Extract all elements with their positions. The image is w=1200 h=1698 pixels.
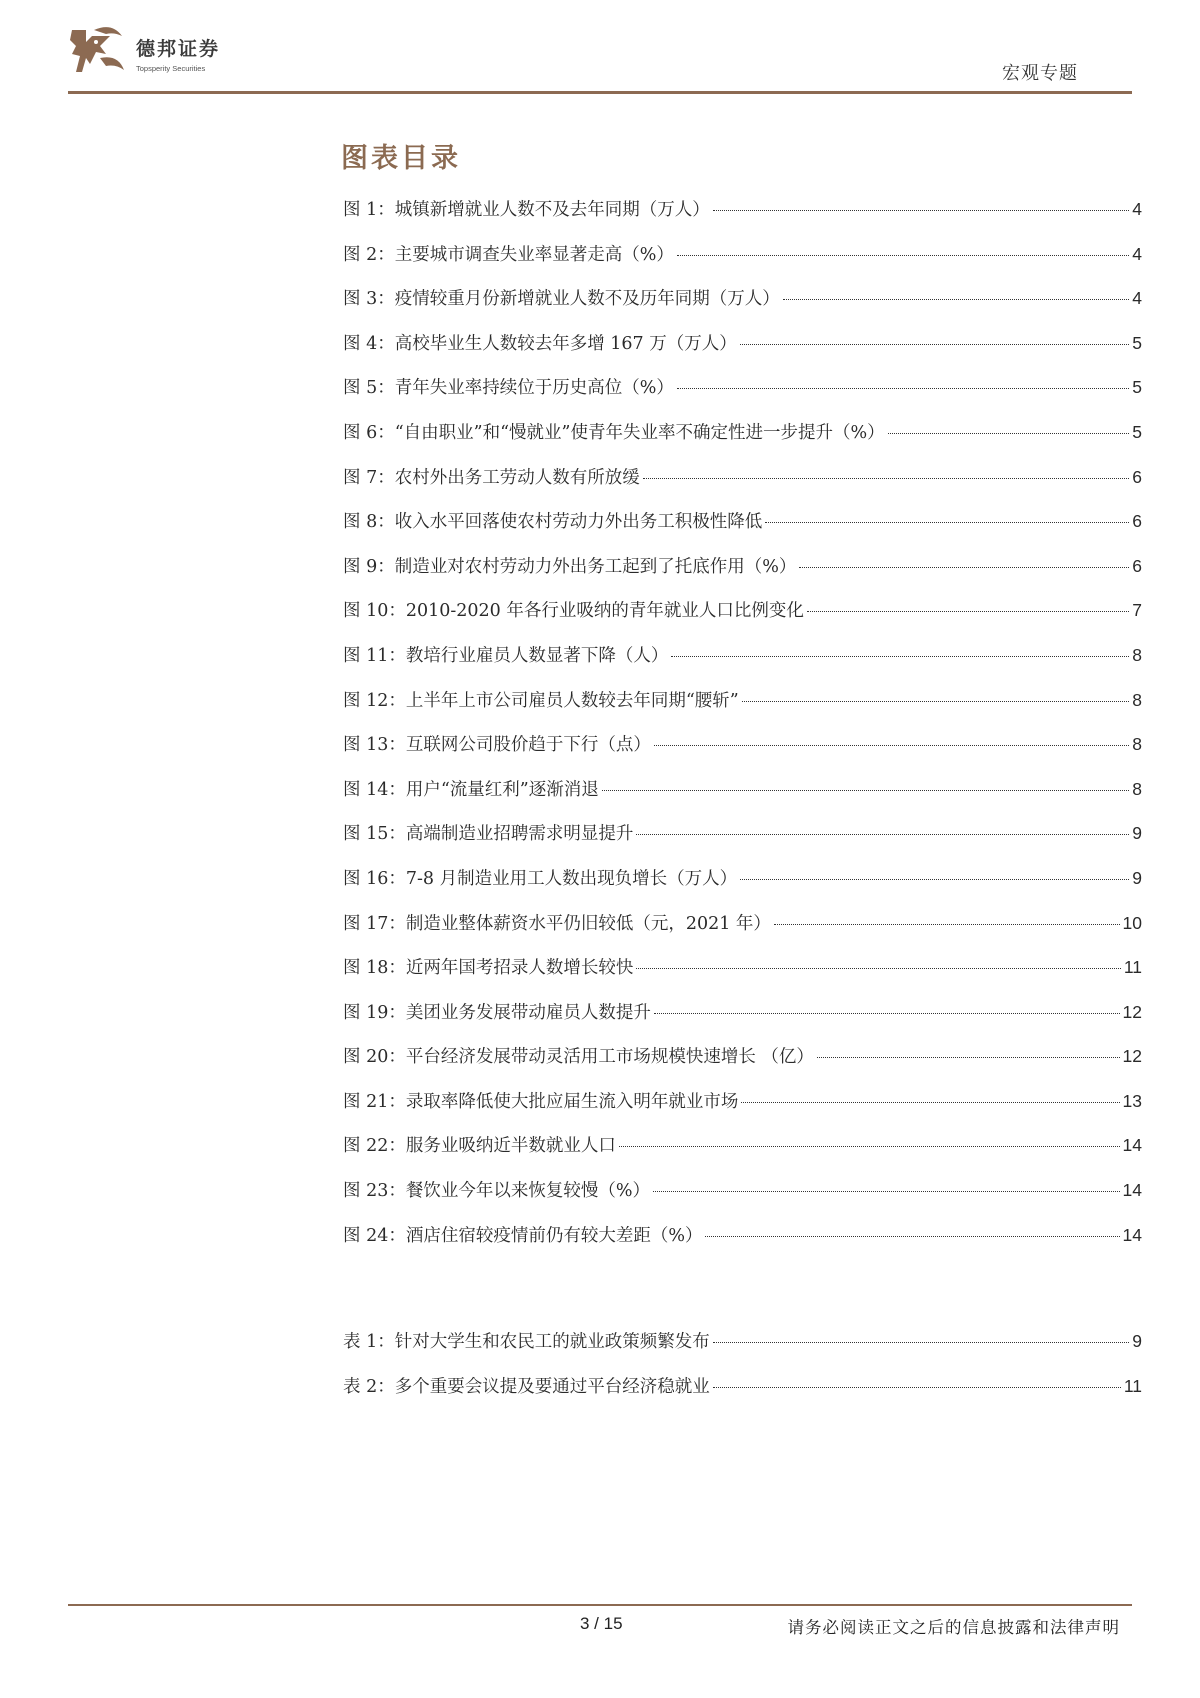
figure-entry-page: 14: [1122, 1180, 1142, 1201]
figure-entry[interactable]: [343, 731, 1142, 776]
page-number: 3 / 15: [580, 1614, 623, 1633]
figure-entry-label: 图 1：城镇新增就业人数不及去年同期（万人）: [343, 200, 710, 220]
dot-leader: [740, 879, 1129, 880]
figure-entry-label: 图 13：互联网公司股价趋于下行（点）: [343, 735, 651, 756]
figure-entry-page: 10: [1122, 912, 1142, 933]
dot-leader: [653, 1191, 1120, 1192]
brand-logo: [66, 24, 231, 80]
figure-entry-label: 图 22：服务业吸纳近半数就业人口: [343, 1136, 616, 1157]
figure-entry-page: 12: [1122, 1046, 1142, 1067]
figure-entry-label: 图 21：录取率降低使大批应届生流入明年就业市场: [343, 1091, 739, 1112]
dot-leader: [817, 1057, 1120, 1058]
dot-leader: [671, 656, 1129, 657]
figure-entry[interactable]: [343, 776, 1142, 821]
dot-leader: [636, 834, 1129, 835]
figure-entry-page: 8: [1132, 734, 1142, 755]
footer-divider: [68, 1604, 1132, 1606]
figure-entry-page: 6: [1132, 466, 1142, 487]
dot-leader: [774, 924, 1120, 925]
figure-entry-page: 5: [1132, 332, 1142, 353]
table-entry-page: 9: [1132, 1331, 1142, 1351]
dot-leader: [705, 1236, 1119, 1237]
figure-list: [343, 196, 1142, 1266]
dot-leader: [713, 210, 1130, 211]
figure-entry[interactable]: [343, 285, 1142, 330]
figure-entry[interactable]: [343, 954, 1142, 999]
table-entry-label: 表 1：针对大学生和农民工的就业政策频繁发布: [343, 1332, 710, 1352]
figure-entry[interactable]: [343, 241, 1142, 286]
figure-entry-page: 14: [1122, 1224, 1142, 1245]
dot-leader: [783, 299, 1130, 300]
section-label: 宏观专题: [1002, 63, 1078, 84]
figure-entry[interactable]: [343, 1177, 1142, 1222]
table-list: [343, 1328, 1142, 1417]
figure-entry-page: 8: [1132, 644, 1142, 665]
dot-leader: [619, 1146, 1120, 1147]
disclaimer: 请务必阅读正文之后的信息披露和法律声明: [787, 1618, 1120, 1637]
dot-leader: [713, 1387, 1121, 1388]
figure-entry[interactable]: [343, 642, 1142, 687]
figure-entry-label: 图 19：美团业务发展带动雇员人数提升: [343, 1002, 651, 1023]
dot-leader: [765, 522, 1129, 523]
dot-leader: [636, 968, 1120, 969]
dot-leader: [740, 344, 1130, 345]
figure-entry-page: 11: [1123, 957, 1142, 978]
dot-leader: [741, 1102, 1119, 1103]
dot-leader: [602, 790, 1130, 791]
figure-entry[interactable]: [343, 597, 1142, 642]
figure-entry[interactable]: [343, 374, 1142, 419]
figure-entry[interactable]: [343, 330, 1142, 375]
figure-entry[interactable]: [343, 820, 1142, 865]
figure-entry-page: 4: [1132, 288, 1142, 309]
figure-entry-page: 4: [1132, 199, 1142, 219]
figure-entry-page: 8: [1132, 689, 1142, 710]
figure-entry-page: 13: [1122, 1090, 1142, 1111]
figure-entry-page: 6: [1132, 555, 1142, 576]
figure-entry-page: 5: [1132, 377, 1142, 398]
figure-entry[interactable]: [343, 999, 1142, 1044]
figure-entry-page: 14: [1122, 1135, 1142, 1156]
toc-title: 图表目录: [341, 143, 461, 174]
figure-entry[interactable]: [343, 1222, 1142, 1267]
figure-entry-label: 图 8：收入水平回落使农村劳动力外出务工积极性降低: [343, 512, 763, 533]
figure-entry-label: 图 18：近两年国考招录人数增长较快: [343, 958, 634, 979]
dot-leader: [677, 255, 1129, 256]
figure-entry-page: 7: [1132, 600, 1142, 621]
figure-entry[interactable]: [343, 865, 1142, 910]
dot-leader: [713, 1342, 1130, 1343]
figure-entry-label: 图 4：高校毕业生人数较去年多增 167 万（万人）: [343, 333, 737, 354]
figure-entry-page: 6: [1132, 511, 1142, 532]
figure-entry[interactable]: [343, 1088, 1142, 1133]
figure-entry-label: 图 6：“自由职业”和“慢就业”使青年失业率不确定性进一步提升（%）: [343, 422, 885, 443]
figure-entry-label: 图 14：用户“流量红利”逐渐消退: [343, 779, 599, 800]
brand-name-cn: 德邦证券: [136, 38, 221, 60]
figure-entry-label: 图 9：制造业对农村劳动力外出务工起到了托底作用（%）: [343, 556, 797, 577]
figure-entry[interactable]: [343, 910, 1142, 955]
figure-entry-page: 8: [1132, 778, 1142, 799]
brand-logo-icon: [66, 24, 128, 80]
figure-entry-label: 图 7：农村外出务工劳动人数有所放缓: [343, 467, 640, 488]
figure-entry-label: 图 3：疫情较重月份新增就业人数不及历年同期（万人）: [343, 289, 780, 310]
figure-entry-page: 12: [1122, 1001, 1142, 1022]
figure-entry[interactable]: [343, 1132, 1142, 1177]
figure-entry-label: 图 15：高端制造业招聘需求明显提升: [343, 824, 634, 845]
figure-entry-page: 9: [1132, 823, 1142, 844]
figure-entry[interactable]: [343, 196, 1142, 241]
page-header: [0, 0, 1200, 100]
figure-entry-label: 图 5：青年失业率持续位于历史高位（%）: [343, 378, 674, 399]
figure-entry-label: 图 24：酒店住宿较疫情前仍有较大差距（%）: [343, 1225, 703, 1246]
figure-entry-page: 4: [1132, 243, 1142, 264]
figure-entry-label: 图 17：制造业整体薪资水平仍旧较低（元，2021 年）: [343, 913, 771, 934]
figure-entry-page: 9: [1132, 867, 1142, 888]
dot-leader: [643, 478, 1130, 479]
table-entry[interactable]: [343, 1328, 1142, 1373]
figure-entry[interactable]: [343, 419, 1142, 464]
table-entry[interactable]: [343, 1373, 1142, 1418]
table-entry-label: 表 2：多个重要会议提及要通过平台经济稳就业: [343, 1376, 710, 1397]
dot-leader: [654, 745, 1129, 746]
dot-leader: [742, 701, 1130, 702]
figure-entry[interactable]: [343, 553, 1142, 598]
figure-entry-label: 图 16：7-8 月制造业用工人数出现负增长（万人）: [343, 868, 738, 889]
figure-entry[interactable]: [343, 508, 1142, 553]
figure-entry-label: 图 2：主要城市调查失业率显著走高（%）: [343, 244, 674, 265]
figure-entry-label: 图 10：2010-2020 年各行业吸纳的青年就业人口比例变化: [343, 601, 804, 622]
figure-entry-page: 5: [1132, 421, 1142, 442]
brand-name-en: Topsperity Securities: [136, 64, 206, 73]
figure-entry-label: 图 20：平台经济发展带动灵活用工市场规模快速增长 （亿）: [343, 1047, 814, 1068]
dot-leader: [654, 1013, 1120, 1014]
figure-entry[interactable]: [343, 687, 1142, 732]
figure-entry-label: 图 23：餐饮业今年以来恢复较慢（%）: [343, 1181, 650, 1202]
figure-entry[interactable]: [343, 1043, 1142, 1088]
figure-entry[interactable]: [343, 464, 1142, 509]
dot-leader: [807, 611, 1129, 612]
figure-entry-label: 图 11：教培行业雇员人数显著下降（人）: [343, 645, 669, 666]
dot-leader: [888, 433, 1130, 434]
dot-leader: [799, 567, 1129, 568]
dot-leader: [677, 388, 1129, 389]
table-entry-page: 11: [1123, 1375, 1142, 1396]
header-divider: [68, 91, 1132, 94]
figure-entry-label: 图 12：上半年上市公司雇员人数较去年同期“腰斩”: [343, 690, 739, 711]
